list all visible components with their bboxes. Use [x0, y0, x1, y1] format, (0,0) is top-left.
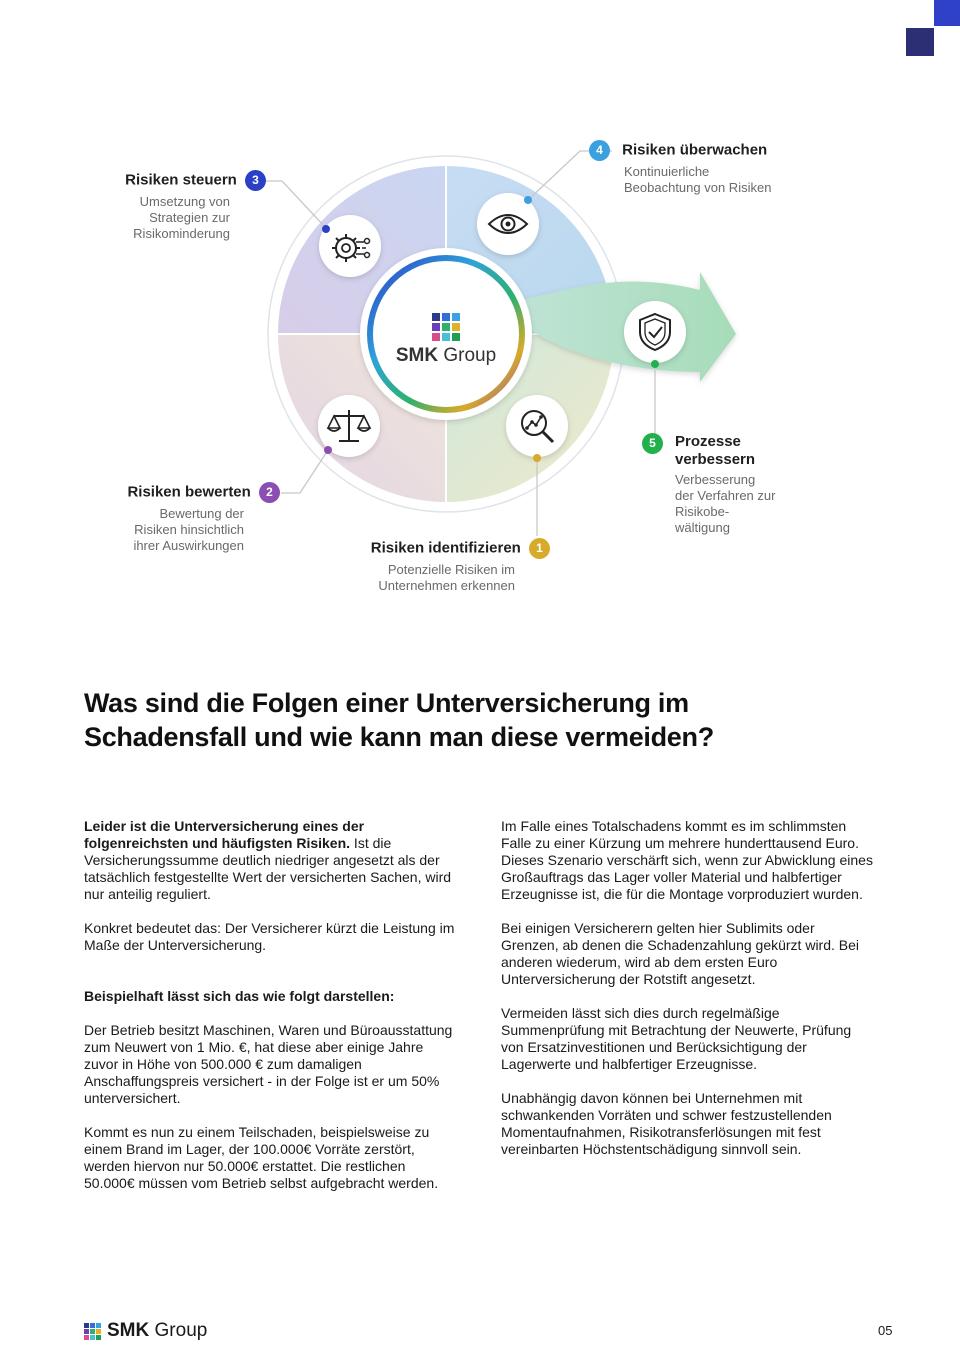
step-desc-line: Umsetzung von [139, 194, 230, 209]
paragraph: Konkret bedeutet das: Der Versicherer kürzt die Leistung im Maße der Unterversicherung. [84, 920, 455, 953]
heading-line: Schadensfall und wie kann man diese vermeiden? [84, 722, 714, 752]
bold-lead: Leider ist die Unterversicherung eines der folgenreichsten und häufigsten Risiken. [84, 818, 365, 851]
paragraph: Unabhängig davon können bei Unternehmen mit schwankenden Vorräten und schwer festzustellenden Momentaufnahmen, Risikotransferlösungen mit fest vereinbarten Höchstentschädigung sinnvoll sein. [501, 1090, 832, 1157]
step-risiken-bewerten [90, 482, 280, 554]
step-title: Risiken überwachen [622, 141, 768, 159]
paragraph: Im Falle eines Totalschadens kommt es im schlimmsten Falle zu einer Kürzung um mehrere hunderttausend Euro. Dieses Szenario verschärft sich, wenn zur Abwicklung eines Großauftrags das Lager voller Material und halbfertiger Erzeugnisse ist, die für die Montage vorproduziert wurden. [501, 818, 873, 902]
footer-suffix: Group [154, 1320, 208, 1341]
step-desc-line: Kontinuierliche [624, 164, 710, 179]
logo-suffix: Group [443, 345, 497, 366]
logo-grid-icon [84, 1323, 101, 1340]
paragraph [84, 818, 456, 903]
step-desc-line: Potenzielle Risiken im [387, 562, 515, 577]
step-desc-line: ihrer Auswirkungen [133, 538, 244, 553]
shield-check-icon [624, 301, 686, 363]
magnifier-chart-icon [506, 395, 568, 457]
step-title: verbessern [675, 451, 756, 468]
footer-logo [84, 1320, 207, 1342]
step-risiken-identifizieren [330, 538, 550, 594]
left-text-column [84, 818, 456, 1209]
step-risiken-ueberwachen [589, 140, 809, 196]
heading-line: Was sind die Folgen einer Unterversicherung im [84, 688, 689, 718]
step-desc-line: Risikobe- [675, 504, 730, 519]
step-desc-line: Strategien zur [149, 210, 230, 225]
page-heading [84, 686, 844, 754]
bold-subheading: Beispielhaft lässt sich das wie folgt darstellen: [84, 988, 395, 1004]
paragraph-text: Ist die Versicherungssumme deutlich niedriger angesetzt als der tatsächlich festgestellte Wert der versicherten Sachen, wird nur anteilig reguliert. [84, 835, 452, 902]
step-number-badge: 3 [245, 170, 266, 191]
paragraph: Bei einigen Versicherern gelten hier Sublimits oder Grenzen, ab denen die Schadenzahlung gekürzt wird. Bei anderen wiederum, wird ab dem ersten Euro Unterversicherung der Rotstift angesetzt. [501, 920, 860, 987]
step-desc-line: Risikominderung [133, 226, 230, 241]
step-desc-line: Beobachtung von Risiken [624, 180, 772, 195]
step-number-badge: 5 [642, 433, 663, 454]
step-desc-line: wältigung [675, 520, 730, 535]
page-number: 05 [878, 1323, 893, 1338]
step-title: Prozesse [675, 433, 741, 450]
center-logo [386, 308, 506, 367]
logo-grid-icon [432, 313, 460, 341]
step-number-badge: 2 [259, 482, 280, 503]
step-desc-line: Risiken hinsichtlich [134, 522, 244, 537]
step-title: Risiken bewerten [127, 483, 251, 501]
step-number-badge: 1 [529, 538, 550, 559]
gear-network-icon [319, 215, 381, 277]
step-desc-line: Verbesserung [675, 472, 756, 487]
logo-brand: SMK [395, 345, 439, 366]
footer-brand: SMK [107, 1320, 150, 1341]
step-title: Risiken identifizieren [370, 539, 521, 557]
paragraph: Der Betrieb besitzt Maschinen, Waren und Büroausstattung zum Neuwert von 1 Mio. €, hat diese aber einige Jahre zuvor in Höhe von 500.000 € zum damaligen Anschaffungspreis versichert - in der Folge ist er um 50% unterversichert. [84, 1022, 453, 1106]
right-text-column [501, 818, 873, 1175]
step-desc-line: Unternehmen erkennen [378, 578, 515, 593]
paragraph: Vermeiden lässt sich dies durch regelmäßige Summenprüfung mit Betrachtung der Neuwerte, Prüfung von Ersatzinvestitionen und Berücksichtigung der Lagerwerte und halbfertiger Erzeugnisse. [501, 1005, 852, 1072]
step-desc-line: Bewertung der [159, 506, 244, 521]
step-prozesse-verbessern [642, 433, 812, 536]
risk-cycle-diagram [0, 0, 960, 620]
paragraph: Kommt es nun zu einem Teilschaden, beispielsweise zu einem Brand im Lager, der 100.000€ Vorräte zerstört, werden hiervon nur 50.000€ erstattet. Die restlichen 50.000€ müssen vom Betrieb selbst aufgebracht werden. [84, 1124, 439, 1191]
subheading [84, 988, 456, 1005]
step-title: Risiken steuern [125, 171, 237, 189]
step-number-badge: 4 [589, 140, 610, 161]
step-desc-line: der Verfahren zur [675, 488, 776, 503]
step-risiken-steuern [100, 170, 266, 242]
